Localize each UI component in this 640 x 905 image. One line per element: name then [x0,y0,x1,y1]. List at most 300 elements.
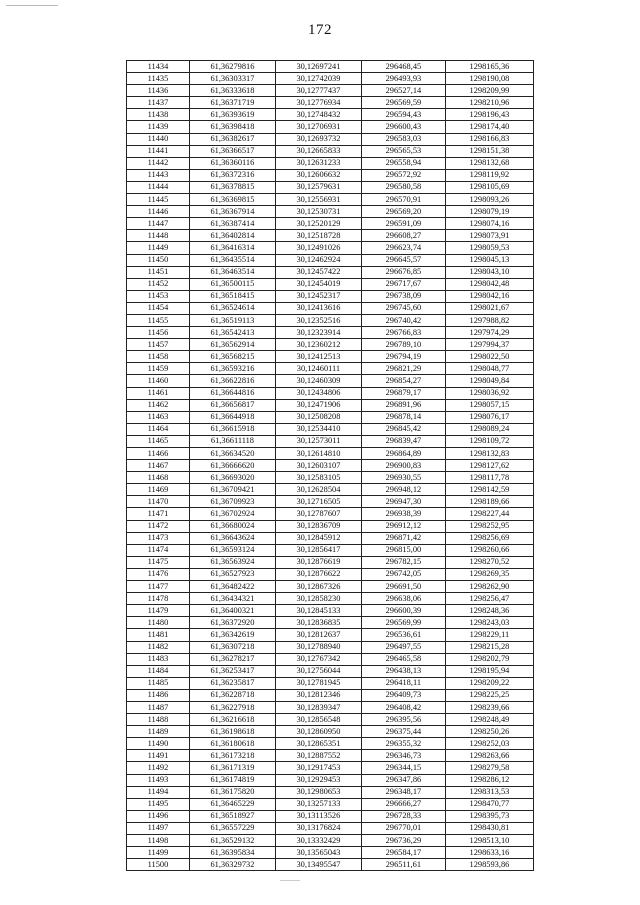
y-coordinate-cell: 1298252,03 [445,738,533,750]
longitude-cell: 30,12876619 [275,556,361,568]
table-row [127,617,534,629]
latitude-cell: 61,36174819 [189,774,275,786]
y-coordinate-cell: 1298093,26 [445,194,533,206]
point-id-cell: 11477 [127,581,190,593]
table-row [127,605,534,617]
point-id-cell: 11458 [127,351,190,363]
latitude-cell: 61,36366517 [189,145,275,157]
y-coordinate-cell: 1298043,10 [445,266,533,278]
point-id-cell: 11446 [127,206,190,218]
longitude-cell: 30,12867326 [275,581,361,593]
table-row [127,97,534,109]
longitude-cell: 30,12917453 [275,762,361,774]
point-id-cell: 11439 [127,121,190,133]
longitude-cell: 30,12929453 [275,774,361,786]
longitude-cell: 30,12452317 [275,290,361,302]
x-coordinate-cell: 296527,14 [361,85,445,97]
point-id-cell: 11450 [127,254,190,266]
y-coordinate-cell: 1298166,83 [445,133,533,145]
x-coordinate-cell: 296742,05 [361,568,445,580]
x-coordinate-cell: 296346,73 [361,750,445,762]
y-coordinate-cell: 1298395,73 [445,810,533,822]
longitude-cell: 30,13257133 [275,798,361,810]
table-row [127,726,534,738]
point-id-cell: 11447 [127,218,190,230]
table-row [127,508,534,520]
point-id-cell: 11479 [127,605,190,617]
latitude-cell: 61,36434321 [189,593,275,605]
longitude-cell: 30,12777437 [275,85,361,97]
point-id-cell: 11471 [127,508,190,520]
longitude-cell: 30,12787607 [275,508,361,520]
table-row [127,835,534,847]
y-coordinate-cell: 1298049,84 [445,375,533,387]
table-row [127,484,534,496]
latitude-cell: 61,36482422 [189,581,275,593]
latitude-cell: 61,36644918 [189,411,275,423]
table-row [127,61,534,73]
x-coordinate-cell: 296789,10 [361,339,445,351]
longitude-cell: 30,12628504 [275,484,361,496]
table-row [127,290,534,302]
longitude-cell: 30,12865351 [275,738,361,750]
longitude-cell: 30,12781945 [275,677,361,689]
point-id-cell: 11492 [127,762,190,774]
latitude-cell: 61,36360116 [189,157,275,169]
point-id-cell: 11466 [127,448,190,460]
point-id-cell: 11496 [127,810,190,822]
y-coordinate-cell: 1298313,53 [445,786,533,798]
table-row [127,593,534,605]
y-coordinate-cell: 1298430,81 [445,822,533,834]
latitude-cell: 61,36563924 [189,556,275,568]
latitude-cell: 61,36568215 [189,351,275,363]
table-row [127,157,534,169]
y-coordinate-cell: 1298209,99 [445,85,533,97]
x-coordinate-cell: 296580,58 [361,181,445,193]
point-id-cell: 11493 [127,774,190,786]
table-row [127,798,534,810]
x-coordinate-cell: 296728,33 [361,810,445,822]
latitude-cell: 61,36400321 [189,605,275,617]
x-coordinate-cell: 296409,73 [361,689,445,701]
y-coordinate-cell: 1298119,92 [445,169,533,181]
latitude-cell: 61,36227918 [189,701,275,713]
latitude-cell: 61,36519113 [189,314,275,326]
x-coordinate-cell: 296815,00 [361,544,445,556]
longitude-cell: 30,12836709 [275,520,361,532]
x-coordinate-cell: 296569,59 [361,97,445,109]
table-row [127,230,534,242]
x-coordinate-cell: 296348,17 [361,786,445,798]
latitude-cell: 61,36622816 [189,375,275,387]
latitude-cell: 61,36709923 [189,496,275,508]
longitude-cell: 30,12520129 [275,218,361,230]
table-row [127,738,534,750]
longitude-cell: 30,12583105 [275,472,361,484]
latitude-cell: 61,36593124 [189,544,275,556]
y-coordinate-cell: 1298021,67 [445,302,533,314]
latitude-cell: 61,36435514 [189,254,275,266]
point-id-cell: 11448 [127,230,190,242]
point-id-cell: 11487 [127,701,190,713]
y-coordinate-cell: 1298057,15 [445,399,533,411]
x-coordinate-cell: 296395,56 [361,714,445,726]
latitude-cell: 61,36228718 [189,689,275,701]
latitude-cell: 61,36173218 [189,750,275,762]
point-id-cell: 11486 [127,689,190,701]
point-id-cell: 11459 [127,363,190,375]
table-row [127,665,534,677]
y-coordinate-cell: 1298210,96 [445,97,533,109]
longitude-cell: 30,12460309 [275,375,361,387]
longitude-cell: 30,12697241 [275,61,361,73]
x-coordinate-cell: 296770,01 [361,822,445,834]
point-id-cell: 11455 [127,314,190,326]
latitude-cell: 61,36644816 [189,387,275,399]
x-coordinate-cell: 296736,29 [361,835,445,847]
table-row [127,653,534,665]
latitude-cell: 61,36329732 [189,859,275,871]
x-coordinate-cell: 296676,85 [361,266,445,278]
table-row [127,363,534,375]
x-coordinate-cell: 296493,93 [361,73,445,85]
x-coordinate-cell: 296871,42 [361,532,445,544]
x-coordinate-cell: 296594,43 [361,109,445,121]
table-row [127,423,534,435]
latitude-cell: 61,36656817 [189,399,275,411]
x-coordinate-cell: 296938,39 [361,508,445,520]
y-coordinate-cell: 1298076,17 [445,411,533,423]
longitude-cell: 30,13495547 [275,859,361,871]
y-coordinate-cell: 1298256,69 [445,532,533,544]
x-coordinate-cell: 296408,42 [361,701,445,713]
y-coordinate-cell: 1298202,79 [445,653,533,665]
y-coordinate-cell: 1298036,92 [445,387,533,399]
point-id-cell: 11436 [127,85,190,97]
longitude-cell: 30,12706931 [275,121,361,133]
y-coordinate-cell: 1298593,86 [445,859,533,871]
point-id-cell: 11461 [127,387,190,399]
point-id-cell: 11468 [127,472,190,484]
x-coordinate-cell: 296879,17 [361,387,445,399]
point-id-cell: 11435 [127,73,190,85]
y-coordinate-cell: 1298059,53 [445,242,533,254]
longitude-cell: 30,12471906 [275,399,361,411]
x-coordinate-cell: 296600,39 [361,605,445,617]
y-coordinate-cell: 1298269,35 [445,568,533,580]
y-coordinate-cell: 1298073,91 [445,230,533,242]
point-id-cell: 11440 [127,133,190,145]
latitude-cell: 61,36198618 [189,726,275,738]
y-coordinate-cell: 1298286,12 [445,774,533,786]
table-row [127,85,534,97]
point-id-cell: 11453 [127,290,190,302]
x-coordinate-cell: 296738,09 [361,290,445,302]
longitude-cell: 30,12614810 [275,448,361,460]
x-coordinate-cell: 296782,15 [361,556,445,568]
table-row [127,109,534,121]
table-row [127,750,534,762]
y-coordinate-cell: 1298227,44 [445,508,533,520]
point-id-cell: 11491 [127,750,190,762]
x-coordinate-cell: 296878,14 [361,411,445,423]
x-coordinate-cell: 296740,42 [361,314,445,326]
longitude-cell: 30,12434806 [275,387,361,399]
x-coordinate-cell: 296947,30 [361,496,445,508]
longitude-cell: 30,12534410 [275,423,361,435]
longitude-cell: 30,13565043 [275,847,361,859]
y-coordinate-cell: 1298260,66 [445,544,533,556]
y-coordinate-cell: 1298048,77 [445,363,533,375]
x-coordinate-cell: 296347,86 [361,774,445,786]
latitude-cell: 61,36371719 [189,97,275,109]
table-row [127,496,534,508]
x-coordinate-cell: 296745,60 [361,302,445,314]
longitude-cell: 30,12460111 [275,363,361,375]
point-id-cell: 11445 [127,194,190,206]
x-coordinate-cell: 296666,27 [361,798,445,810]
x-coordinate-cell: 296600,43 [361,121,445,133]
point-id-cell: 11473 [127,532,190,544]
longitude-cell: 30,13332429 [275,835,361,847]
latitude-cell: 61,36367914 [189,206,275,218]
point-id-cell: 11476 [127,568,190,580]
table-row [127,689,534,701]
x-coordinate-cell: 296511,61 [361,859,445,871]
coordinates-table-body [127,61,534,871]
y-coordinate-cell: 1298045,13 [445,254,533,266]
y-coordinate-cell: 1298513,10 [445,835,533,847]
x-coordinate-cell: 296583,03 [361,133,445,145]
x-coordinate-cell: 296572,92 [361,169,445,181]
table-row [127,641,534,653]
table-row [127,859,534,871]
latitude-cell: 61,36518415 [189,290,275,302]
table-row [127,399,534,411]
y-coordinate-cell: 1298042,48 [445,278,533,290]
y-coordinate-cell: 1298270,52 [445,556,533,568]
longitude-cell: 30,12556931 [275,194,361,206]
table-row [127,302,534,314]
longitude-cell: 30,12352516 [275,314,361,326]
table-row [127,556,534,568]
y-coordinate-cell: 1298127,62 [445,460,533,472]
longitude-cell: 30,12856417 [275,544,361,556]
longitude-cell: 30,12508208 [275,411,361,423]
table-row [127,254,534,266]
y-coordinate-cell: 1298022,50 [445,351,533,363]
table-row [127,677,534,689]
y-coordinate-cell: 1298633,16 [445,847,533,859]
latitude-cell: 61,36303317 [189,73,275,85]
latitude-cell: 61,36395834 [189,847,275,859]
table-row [127,460,534,472]
y-coordinate-cell: 1298209,22 [445,677,533,689]
longitude-cell: 30,12748432 [275,109,361,121]
point-id-cell: 11478 [127,593,190,605]
point-id-cell: 11443 [127,169,190,181]
latitude-cell: 61,36542413 [189,327,275,339]
point-id-cell: 11483 [127,653,190,665]
table-row [127,472,534,484]
point-id-cell: 11472 [127,520,190,532]
point-id-cell: 11442 [127,157,190,169]
y-coordinate-cell: 1298252,95 [445,520,533,532]
x-coordinate-cell: 296418,11 [361,677,445,689]
table-row [127,774,534,786]
point-id-cell: 11475 [127,556,190,568]
table-row [127,847,534,859]
latitude-cell: 61,36702924 [189,508,275,520]
longitude-cell: 30,12788940 [275,641,361,653]
x-coordinate-cell: 296569,99 [361,617,445,629]
latitude-cell: 61,36393619 [189,109,275,121]
longitude-cell: 30,12812637 [275,629,361,641]
point-id-cell: 11457 [127,339,190,351]
y-coordinate-cell: 1298256,47 [445,593,533,605]
longitude-cell: 30,12579631 [275,181,361,193]
point-id-cell: 11489 [127,726,190,738]
scan-edge-line [6,5,58,6]
longitude-cell: 30,13113526 [275,810,361,822]
x-coordinate-cell: 296375,44 [361,726,445,738]
latitude-cell: 61,36382617 [189,133,275,145]
longitude-cell: 30,12462924 [275,254,361,266]
x-coordinate-cell: 296864,89 [361,448,445,460]
longitude-cell: 30,12845133 [275,605,361,617]
latitude-cell: 61,36175820 [189,786,275,798]
longitude-cell: 30,12742039 [275,73,361,85]
point-id-cell: 11481 [127,629,190,641]
x-coordinate-cell: 296821,29 [361,363,445,375]
table-row [127,351,534,363]
latitude-cell: 61,36278217 [189,653,275,665]
latitude-cell: 61,36372316 [189,169,275,181]
y-coordinate-cell: 1297974,29 [445,327,533,339]
x-coordinate-cell: 296930,55 [361,472,445,484]
y-coordinate-cell: 1298142,59 [445,484,533,496]
longitude-cell: 30,12360212 [275,339,361,351]
table-row [127,786,534,798]
y-coordinate-cell: 1298132,68 [445,157,533,169]
table-row [127,181,534,193]
longitude-cell: 30,12858230 [275,593,361,605]
longitude-cell: 30,12323914 [275,327,361,339]
table-row [127,411,534,423]
page-number: 172 [308,22,332,38]
point-id-cell: 11460 [127,375,190,387]
y-coordinate-cell: 1298195,94 [445,665,533,677]
table-row [127,520,534,532]
y-coordinate-cell: 1297988,82 [445,314,533,326]
longitude-cell: 30,12454019 [275,278,361,290]
latitude-cell: 61,36529132 [189,835,275,847]
point-id-cell: 11495 [127,798,190,810]
longitude-cell: 30,12876622 [275,568,361,580]
latitude-cell: 61,36398418 [189,121,275,133]
table-row [127,435,534,447]
y-coordinate-cell: 1298042,16 [445,290,533,302]
longitude-cell: 30,12887552 [275,750,361,762]
table-row [127,242,534,254]
latitude-cell: 61,36500115 [189,278,275,290]
table-row [127,544,534,556]
point-id-cell: 11480 [127,617,190,629]
table-row [127,218,534,230]
x-coordinate-cell: 296854,27 [361,375,445,387]
latitude-cell: 61,36369815 [189,194,275,206]
table-row [127,581,534,593]
longitude-cell: 30,12603107 [275,460,361,472]
longitude-cell: 30,12693732 [275,133,361,145]
x-coordinate-cell: 296558,94 [361,157,445,169]
table-row [127,568,534,580]
y-coordinate-cell: 1298229,11 [445,629,533,641]
point-id-cell: 11464 [127,423,190,435]
longitude-cell: 30,12573011 [275,435,361,447]
x-coordinate-cell: 296565,53 [361,145,445,157]
y-coordinate-cell: 1298225,25 [445,689,533,701]
y-coordinate-cell: 1298262,90 [445,581,533,593]
point-id-cell: 11438 [127,109,190,121]
longitude-cell: 30,12518728 [275,230,361,242]
x-coordinate-cell: 296438,13 [361,665,445,677]
x-coordinate-cell: 296468,45 [361,61,445,73]
longitude-cell: 30,12776934 [275,97,361,109]
point-id-cell: 11462 [127,399,190,411]
y-coordinate-cell: 1298239,66 [445,701,533,713]
x-coordinate-cell: 296570,91 [361,194,445,206]
longitude-cell: 30,12839347 [275,701,361,713]
x-coordinate-cell: 296638,06 [361,593,445,605]
x-coordinate-cell: 296591,09 [361,218,445,230]
point-id-cell: 11488 [127,714,190,726]
longitude-cell: 30,13176824 [275,822,361,834]
y-coordinate-cell: 1298151,38 [445,145,533,157]
latitude-cell: 61,36387414 [189,218,275,230]
latitude-cell: 61,36680024 [189,520,275,532]
y-coordinate-cell: 1298105,69 [445,181,533,193]
y-coordinate-cell: 1298250,26 [445,726,533,738]
latitude-cell: 61,36693020 [189,472,275,484]
y-coordinate-cell: 1298279,58 [445,762,533,774]
longitude-cell: 30,12457422 [275,266,361,278]
latitude-cell: 61,36527923 [189,568,275,580]
latitude-cell: 61,36524614 [189,302,275,314]
y-coordinate-cell: 1298109,72 [445,435,533,447]
point-id-cell: 11452 [127,278,190,290]
y-coordinate-cell: 1298470,77 [445,798,533,810]
point-id-cell: 11485 [127,677,190,689]
latitude-cell: 61,36378815 [189,181,275,193]
x-coordinate-cell: 296839,47 [361,435,445,447]
point-id-cell: 11449 [127,242,190,254]
point-id-cell: 11490 [127,738,190,750]
longitude-cell: 30,12767342 [275,653,361,665]
table-row [127,714,534,726]
latitude-cell: 61,36416314 [189,242,275,254]
x-coordinate-cell: 296900,83 [361,460,445,472]
latitude-cell: 61,36643624 [189,532,275,544]
x-coordinate-cell: 296794,19 [361,351,445,363]
y-coordinate-cell: 1298079,19 [445,206,533,218]
point-id-cell: 11499 [127,847,190,859]
latitude-cell: 61,36253417 [189,665,275,677]
table-row [127,701,534,713]
table-row [127,169,534,181]
latitude-cell: 61,36518927 [189,810,275,822]
